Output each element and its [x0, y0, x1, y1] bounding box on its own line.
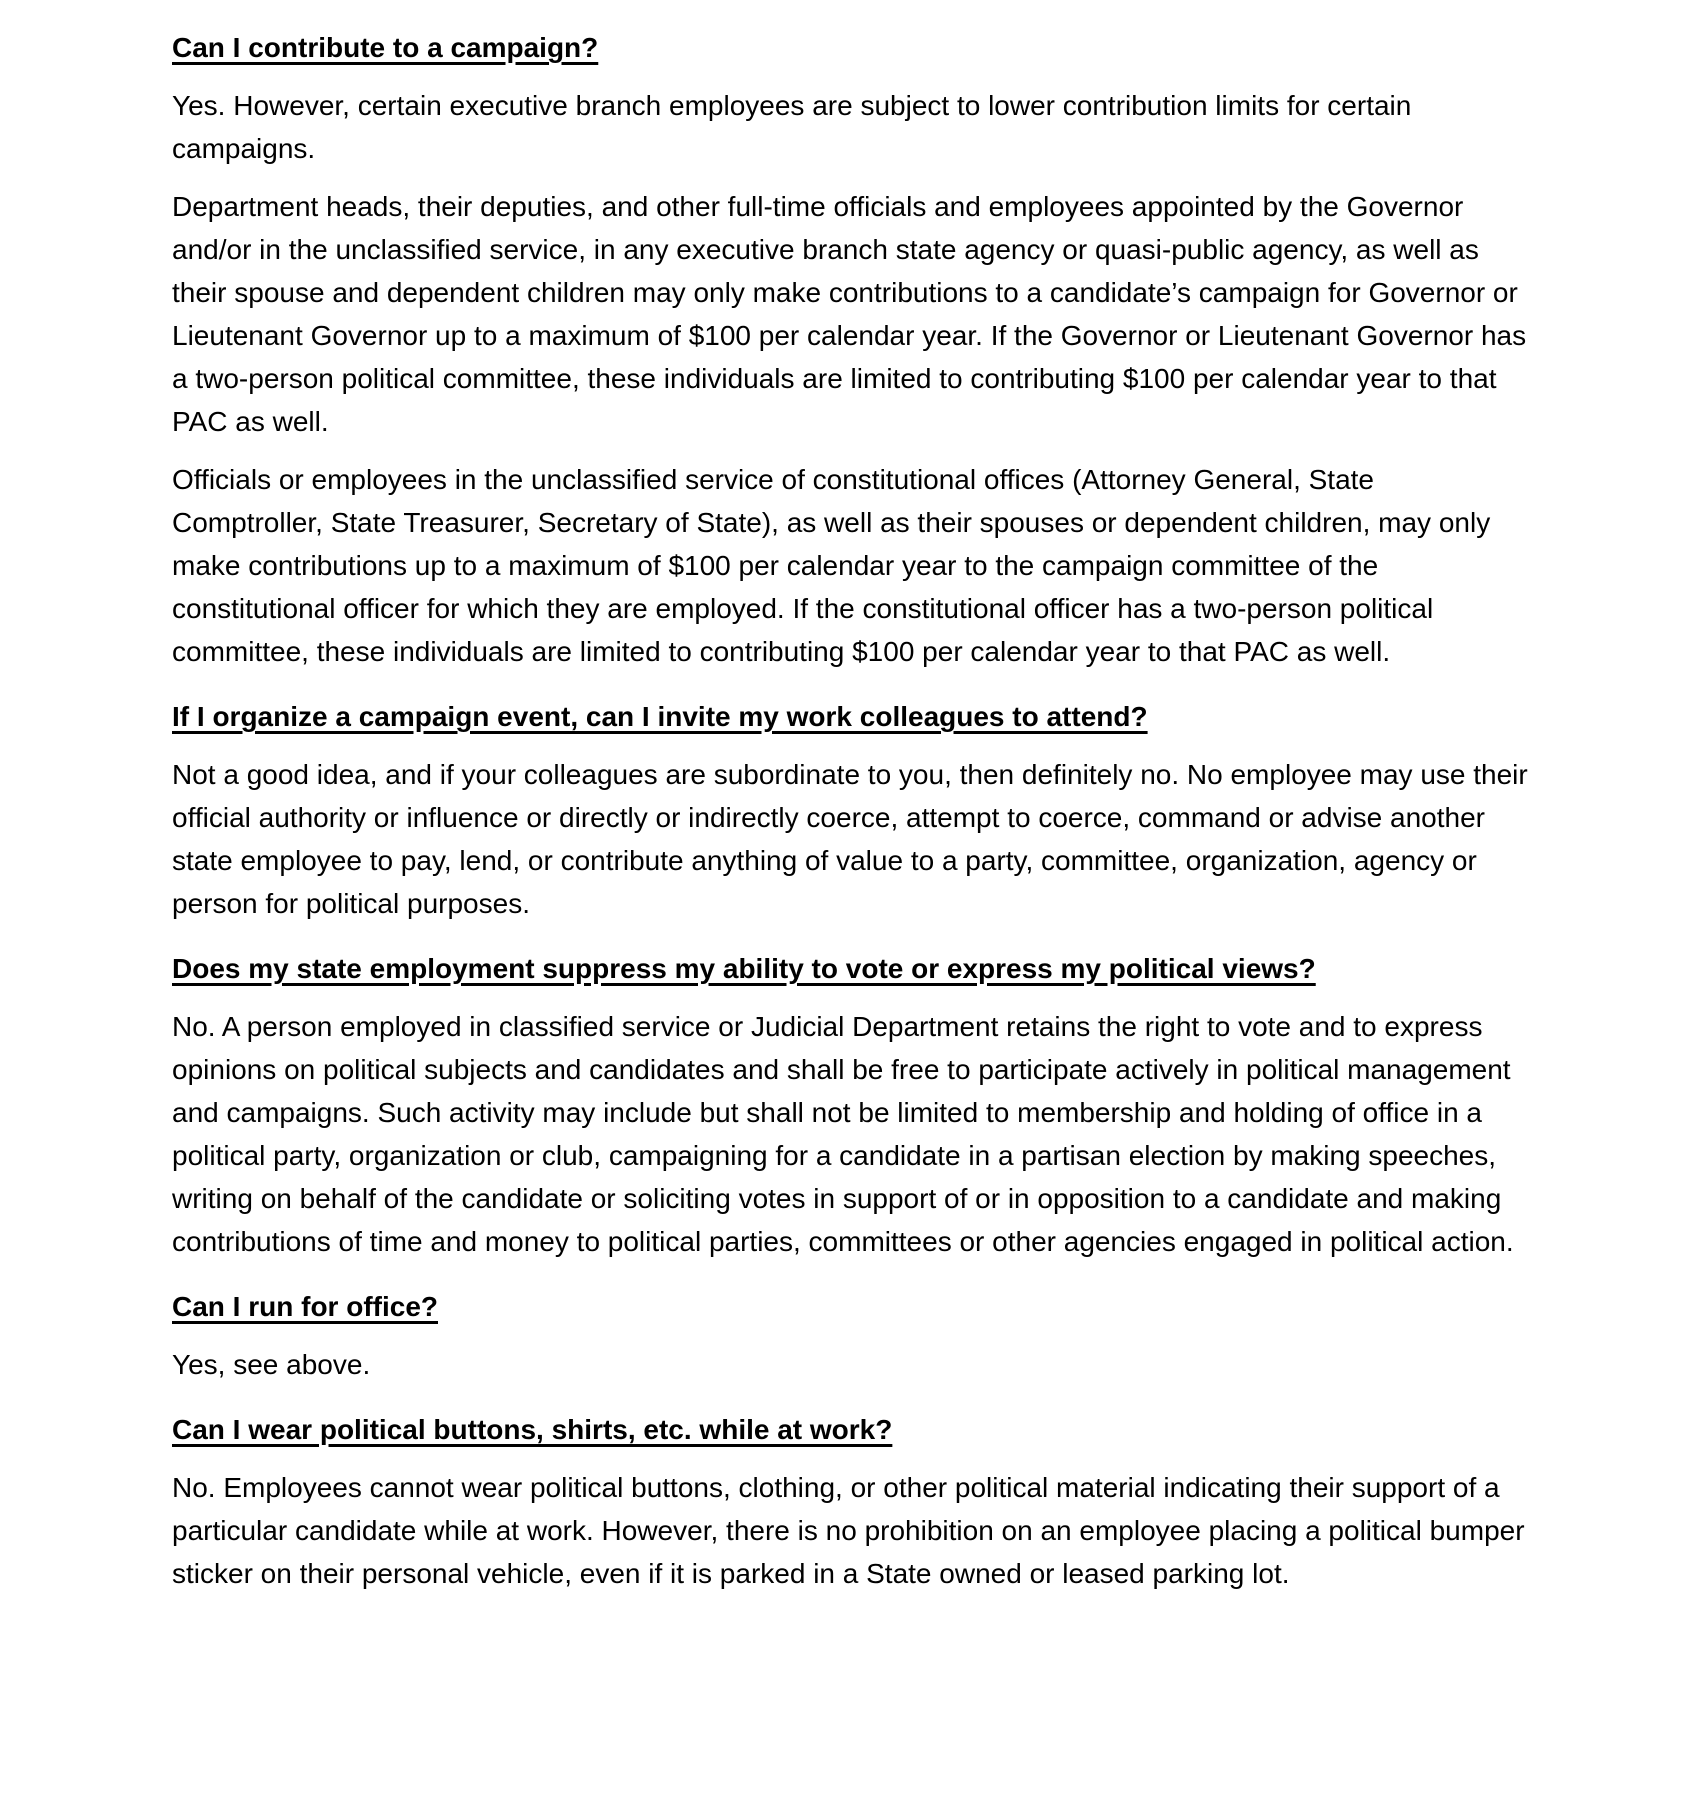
- answer-paragraph: Yes. However, certain executive branch employees are subject to lower contribution limits for certain campaigns.: [172, 90, 1412, 164]
- question-heading-text: If I organize a campaign event, can I invite my work colleagues to attend?: [172, 701, 1148, 732]
- answer-paragraph: No. A person employed in classified service or Judicial Department retains the right to vote and to express opinions on political subjects and candidates and shall be free to participate actively in political management and campaigns. Such activity may include but shall not be limited to membership and holding of office in a political party, organization or club, campaigning for a candidate in a partisan election by making speeches, writing on behalf of the candidate or soliciting votes in support of or in opposition to a candidate and making contributions of time and money to political parties, committees or other agencies engaged in political action.: [172, 1011, 1514, 1257]
- question-heading: [172, 695, 1532, 738]
- answer-paragraph: Department heads, their deputies, and other full-time officials and employees appointed by the Governor and/or in the unclassified service, in any executive branch state agency or quasi-public agency, as well as their spouse and dependent children may only make contributions to a candidate’s campaign for Governor or Lieutenant Governor up to a maximum of $100 per calendar year. If the Governor or Lieutenant Governor has a two-person political committee, these individuals are limited to contributing $100 per calendar year to that PAC as well.: [172, 191, 1527, 437]
- answer-paragraph: No. Employees cannot wear political buttons, clothing, or other political material indicating their support of a particular candidate while at work. However, there is no prohibition on an employee placing a political bumper sticker on their personal vehicle, even if it is parked in a State owned or leased parking lot.: [172, 1472, 1525, 1589]
- question-heading: [172, 1408, 1532, 1451]
- answer-paragraph: Yes, see above.: [172, 1349, 371, 1380]
- faq-section-contribute: [172, 26, 1532, 673]
- question-heading-text: Can I contribute to a campaign?: [172, 32, 599, 63]
- faq-section-political-buttons: [172, 1408, 1532, 1595]
- question-heading-text: Can I run for office?: [172, 1291, 438, 1322]
- question-heading: [172, 947, 1532, 990]
- question-heading: [172, 26, 1532, 69]
- faq-section-campaign-event: [172, 695, 1532, 925]
- question-heading-text: Can I wear political buttons, shirts, etc. while at work?: [172, 1414, 893, 1445]
- faq-section-vote-express-views: [172, 947, 1532, 1263]
- question-heading-text: Does my state employment suppress my ability to vote or express my political views?: [172, 953, 1316, 984]
- faq-section-run-for-office: [172, 1285, 1532, 1386]
- question-heading: [172, 1285, 1532, 1328]
- answer-paragraph: Officials or employees in the unclassified service of constitutional offices (Attorney General, State Comptroller, State Treasurer, Secretary of State), as well as their spouses or dependent children, may only make contributions up to a maximum of $100 per calendar year to the campaign committee of the constitutional officer for which they are employed. If the constitutional officer has a two-person political committee, these individuals are limited to contributing $100 per calendar year to that PAC as well.: [172, 464, 1491, 667]
- answer-paragraph: Not a good idea, and if your colleagues are subordinate to you, then definitely no. No employee may use their official authority or influence or directly or indirectly coerce, attempt to coerce, command or advise another state employee to pay, lend, or contribute anything of value to a party, committee, organization, agency or person for political purposes.: [172, 759, 1528, 919]
